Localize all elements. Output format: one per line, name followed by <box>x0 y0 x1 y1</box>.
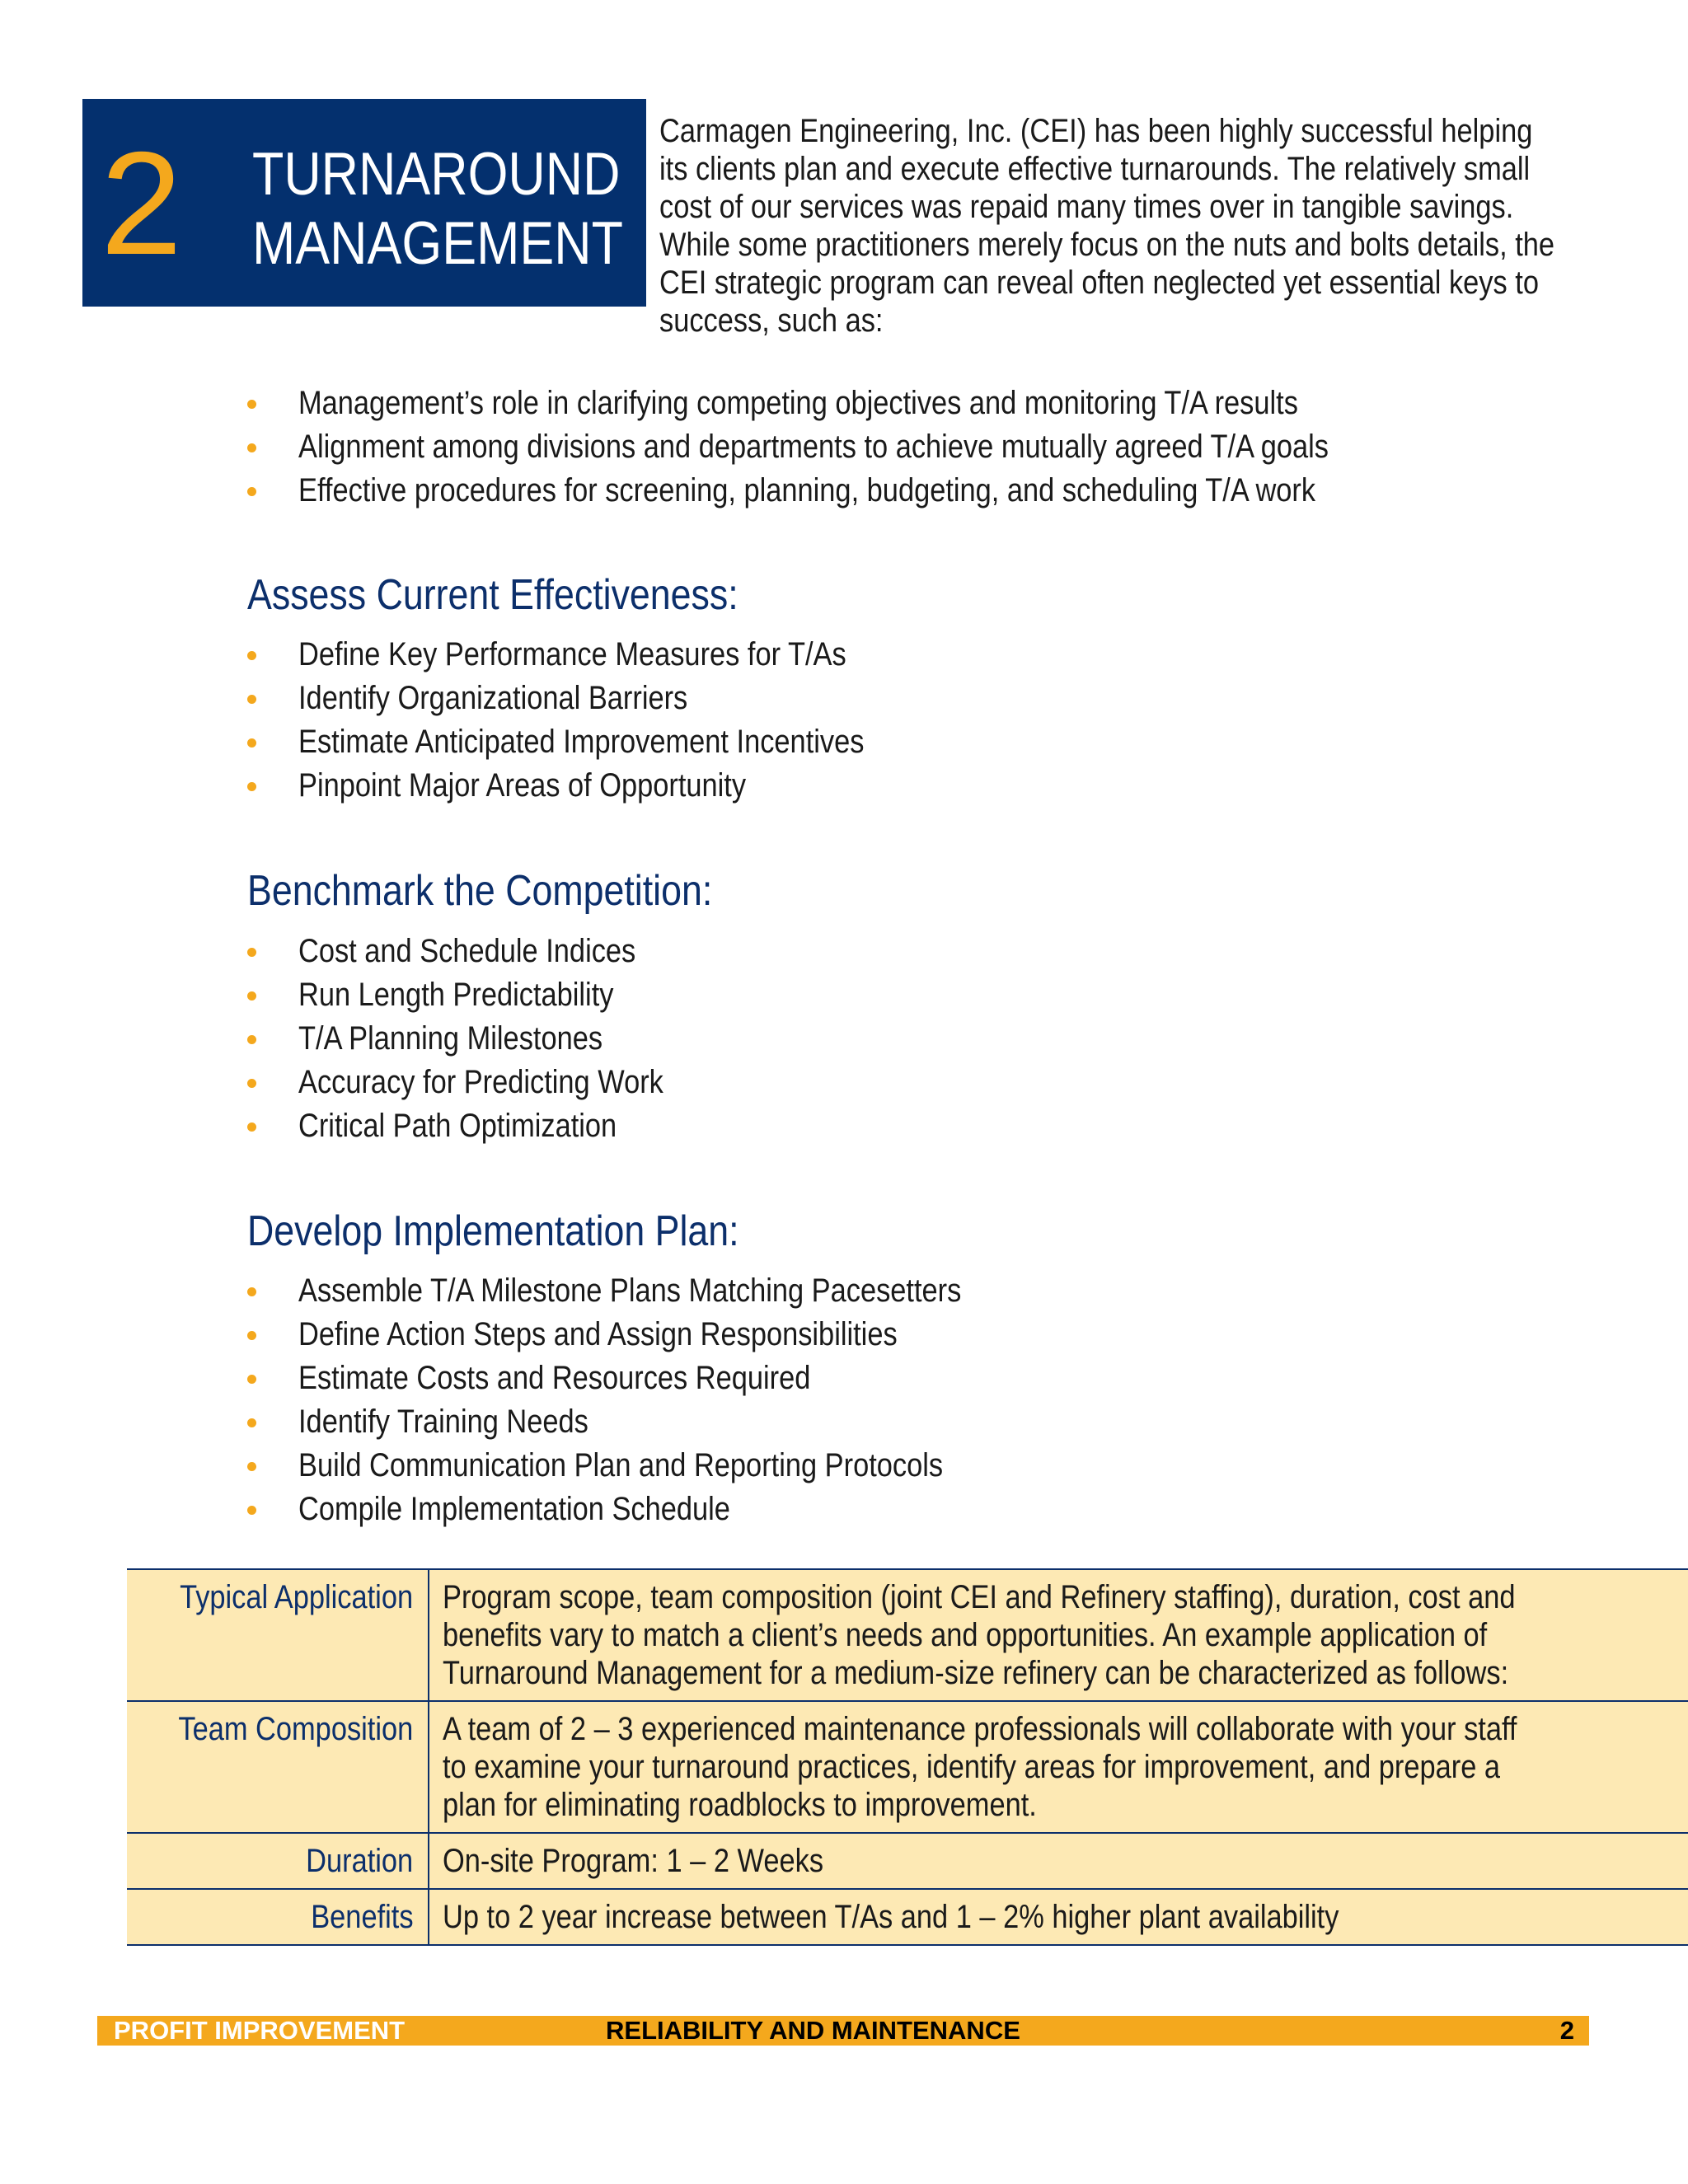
row-label: Benefits <box>127 1889 429 1945</box>
row-label: Duration <box>127 1833 429 1889</box>
section-heading-benchmark: Benchmark the Competition: <box>247 867 713 915</box>
row-value: Program scope, team composition (joint CEI and Refinery staffing), duration, cost and benefits vary to match a client’s needs and opportunities. An example application of Turnaround Management for a medium-size refinery can be characterized as follows: <box>429 1569 1688 1701</box>
section-title-line2: MANAGEMENT <box>252 210 623 277</box>
table-row <box>127 1569 1688 1701</box>
section-heading-assess: Assess Current Effectiveness: <box>247 571 738 619</box>
table-row <box>127 1833 1688 1889</box>
bullet-icon <box>247 1375 256 1384</box>
section-title <box>252 140 623 279</box>
intro-text: Carmagen Engineering, Inc. (CEI) has been highly successful helping its clients plan and execute effective turnarounds. The relatively small cost of our services was repaid many times over in tangible savings. While some practitioners merely focus on the nuts and bolts details, the CEI strategic program can reveal often neglected yet essential keys to success, such as: <box>659 113 1555 339</box>
bullet-icon <box>247 1462 256 1471</box>
bullet-icon <box>247 1418 256 1427</box>
row-label: Typical Application <box>127 1569 429 1701</box>
table-row <box>127 1889 1688 1945</box>
application-table <box>127 1568 1688 1946</box>
section-title-line1: TURNAROUND <box>252 141 621 208</box>
bullet-icon <box>247 1331 256 1340</box>
intro-paragraph <box>659 112 1566 340</box>
section-number: 2 <box>101 121 182 285</box>
bullet-icon <box>247 782 256 791</box>
bullet-icon <box>247 487 256 496</box>
bullet-icon <box>247 651 256 660</box>
footer-left-label: PROFIT IMPROVEMENT <box>114 2016 406 2045</box>
bullet-icon <box>247 1122 256 1132</box>
bullet-icon <box>247 443 256 452</box>
bullet-icon <box>247 948 256 957</box>
row-label: Team Composition <box>127 1701 429 1833</box>
row-value: On-site Program: 1 – 2 Weeks <box>429 1833 1688 1889</box>
bullet-icon <box>247 1079 256 1088</box>
section-title-block <box>82 99 646 307</box>
bullet-icon <box>247 400 256 409</box>
bullet-icon <box>247 738 256 748</box>
table-row <box>127 1701 1688 1833</box>
bullet-icon <box>247 695 256 704</box>
bullet-icon <box>247 1035 256 1044</box>
page-number: 2 <box>1559 2016 1574 2045</box>
row-value: Up to 2 year increase between T/As and 1 – 2% higher plant availability <box>429 1889 1688 1945</box>
footer-center-label: RELIABILITY AND MAINTENANCE <box>606 2016 1020 2045</box>
section-heading-develop: Develop Implementation Plan: <box>247 1207 739 1255</box>
page-footer <box>97 2016 1589 2046</box>
bullet-icon <box>247 1506 256 1515</box>
bullet-icon <box>247 1287 256 1296</box>
bullet-icon <box>247 991 256 1001</box>
row-value: A team of 2 – 3 experienced maintenance professionals will collaborate with your staff to examine your turnaround practices, identify areas for improvement, and prepare a plan for eliminating roadblocks to improvement. <box>429 1701 1688 1833</box>
